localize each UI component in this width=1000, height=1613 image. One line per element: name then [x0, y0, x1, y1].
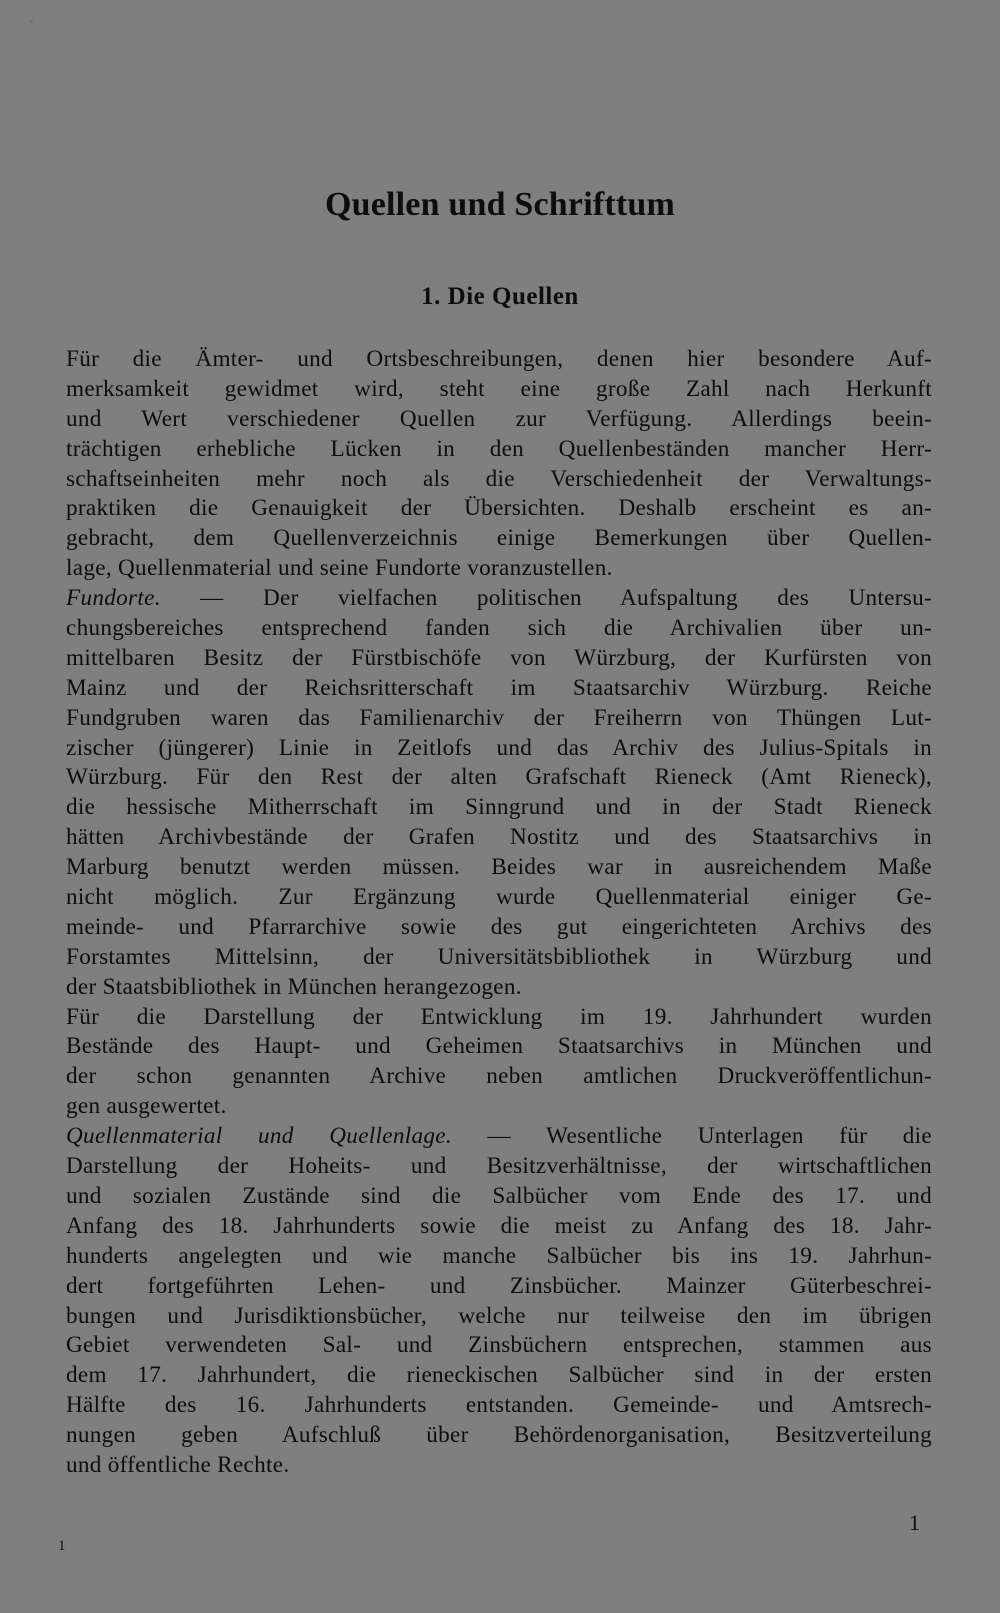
text-line: hunderts angelegten und wie manche Salbücher bis ins 19. Jahrhun- [66, 1242, 932, 1269]
section-heading: 1. Die Quellen [421, 283, 579, 310]
text-line: die hessische Mitherrschaft im Sinngrund und in der Stadt Rieneck [66, 794, 932, 821]
paragraph-label-fundorte: Fundorte. [66, 585, 161, 612]
page-number: 1 [909, 1510, 920, 1535]
text-line: Forstamtes Mittelsinn, der Universitätsbibliothek in Würzburg und [66, 943, 932, 970]
text-line: nungen geben Aufschluß über Behördenorganisation, Besitzverteilung [66, 1422, 932, 1449]
text-line: und öffentliche Rechte. [66, 1451, 290, 1478]
text-line [66, 1122, 932, 1152]
scan-speck [30, 20, 33, 23]
text-line: meinde- und Pfarrarchive sowie des gut eingerichteten Archivs des [66, 913, 932, 940]
text-line: der Staatsbibliothek in München herangezogen. [66, 973, 522, 1000]
text-line: Mainz und der Reichsritterschaft im Staatsarchiv Würzburg. Reiche [66, 674, 932, 701]
text-line: und sozialen Zustände sind die Salbücher vom Ende des 17. und [66, 1182, 932, 1209]
text-line: der schon genannten Archive neben amtlichen Druckveröffentlichun- [66, 1063, 932, 1090]
text-line: Bestände des Haupt- und Geheimen Staatsarchivs in München und [66, 1033, 932, 1060]
text-line: Fundgruben waren das Familienarchiv der Freiherrn von Thüngen Lut- [66, 704, 932, 731]
text-line: Für die Darstellung der Entwicklung im 19. Jahrhundert wurden [66, 1003, 932, 1030]
text-line: Hälfte des 16. Jahrhunderts entstanden. Gemeinde- und Amtsrech- [66, 1392, 932, 1419]
text-line: Marburg benutzt werden müssen. Beides war in ausreichendem Maße [66, 854, 932, 881]
text-line: merksamkeit gewidmet wird, steht eine große Zahl nach Herkunft [66, 375, 932, 402]
signature-mark: 1 [58, 1538, 66, 1554]
text-line: dert fortgeführten Lehen- und Zinsbücher. Mainzer Güterbeschrei- [66, 1272, 932, 1299]
text-line: praktiken die Genauigkeit der Übersichten. Deshalb erscheint es an- [66, 495, 932, 522]
text-line [66, 584, 932, 614]
text-line: mittelbaren Besitz der Fürstbischöfe von Würzburg, der Kurfürsten von [66, 644, 932, 671]
text-line: trächtigen erhebliche Lücken in den Quellenbeständen mancher Herr- [66, 435, 932, 462]
text-line: chungsbereiches entsprechend fanden sich die Archivalien über un- [66, 615, 932, 642]
text-line: Gebiet verwendeten Sal- und Zinsbüchern entsprechen, stammen aus [66, 1332, 932, 1359]
text-line: nicht möglich. Zur Ergänzung wurde Quellenmaterial einiger Ge- [66, 884, 932, 911]
text-line: Darstellung der Hoheits- und Besitzverhältnisse, der wirtschaftlichen [66, 1153, 932, 1180]
body-text [66, 345, 932, 1481]
text-line: Würzburg. Für den Rest der alten Grafschaft Rieneck (Amt Rieneck), [66, 764, 932, 791]
text-line: Für die Ämter- und Ortsbeschreibungen, denen hier besondere Auf- [66, 346, 932, 372]
text-fragment: — Wesentliche Unterlagen für die [451, 1123, 932, 1150]
text-line: bungen und Jurisdiktionsbücher, welche nur teilweise den im übrigen [66, 1302, 932, 1329]
paragraph-label-quellenmaterial: Quellenmaterial und Quellenlage. [66, 1123, 452, 1150]
page-title: Quellen und Schrifttum [324, 186, 676, 223]
text-line: gen ausgewertet. [66, 1093, 227, 1120]
text-line: gebracht, dem Quellenverzeichnis einige Bemerkungen über Quellen- [66, 525, 932, 552]
text-fragment: — Der vielfachen politischen Aufspaltung des Untersu- [160, 585, 932, 612]
text-line: hätten Archivbestände der Grafen Nostitz und des Staatsarchivs in [66, 824, 932, 851]
text-line: schaftseinheiten mehr noch als die Verschiedenheit der Verwaltungs- [66, 465, 932, 492]
text-line: Anfang des 18. Jahrhunderts sowie die meist zu Anfang des 18. Jahr- [66, 1212, 932, 1239]
text-line: dem 17. Jahrhundert, die rieneckischen Salbücher sind in der ersten [66, 1362, 932, 1389]
text-line: zischer (jüngerer) Linie in Zeitlofs und das Archiv des Julius-Spitals in [66, 734, 932, 761]
text-line: und Wert verschiedener Quellen zur Verfügung. Allerdings beein- [66, 405, 932, 432]
text-line: lage, Quellenmaterial und seine Fundorte voranzustellen. [66, 555, 613, 582]
